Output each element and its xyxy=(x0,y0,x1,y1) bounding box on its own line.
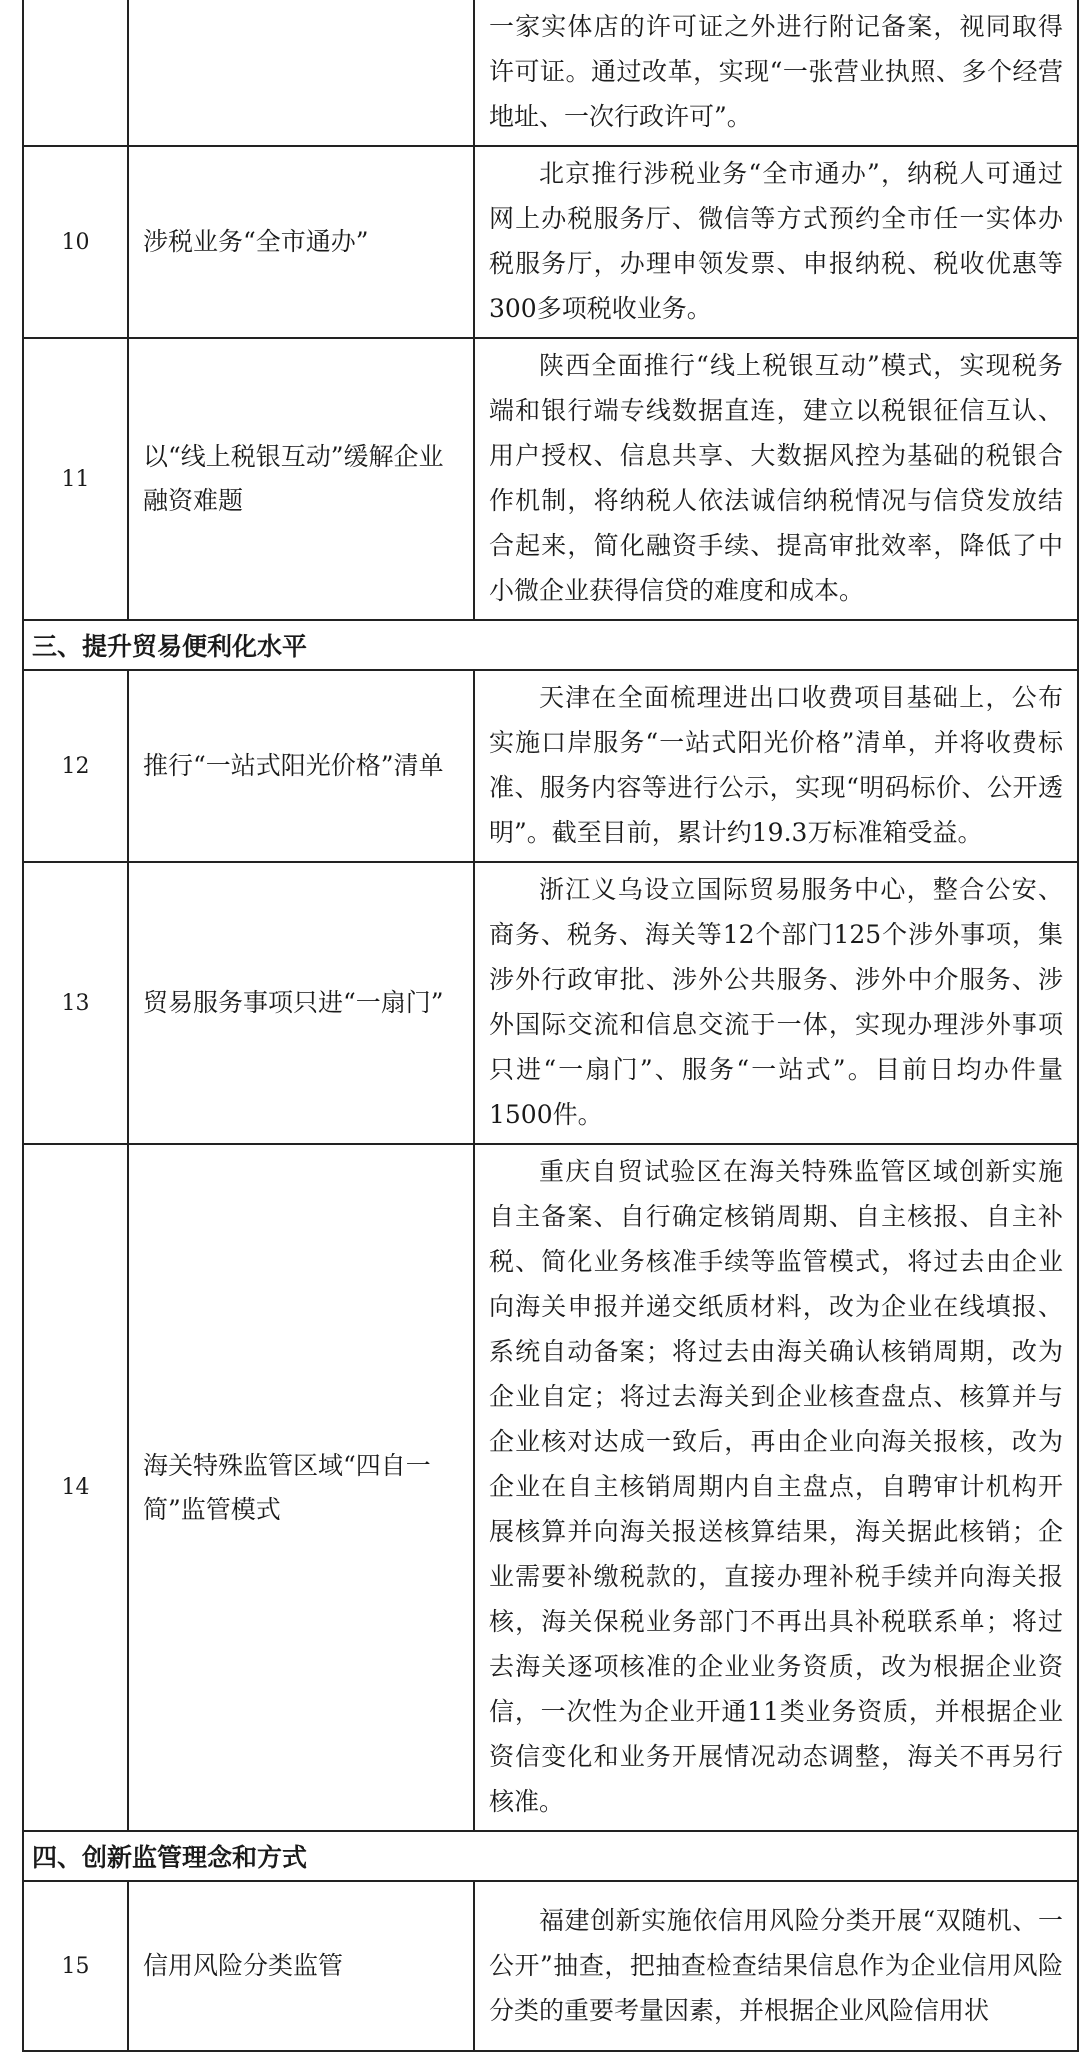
measure-description: 一家实体店的许可证之外进行附记备案，视同取得许可证。通过改革，实现“一张营业执照、多个经营地址、一次行政许可”。 xyxy=(474,0,1078,146)
measure-name: 涉税业务“全市通办” xyxy=(128,146,474,338)
measure-description: 天津在全面梳理进出口收费项目基础上，公布实施口岸服务“一站式阳光价格”清单，并将收费标准、服务内容等进行公示，实现“明码标价、公开透明”。截至目前，累计约19.3万标准箱受益。 xyxy=(474,670,1078,862)
section-header-row xyxy=(23,620,1078,670)
table-row-continued xyxy=(23,0,1078,146)
table-row xyxy=(23,1881,1078,2051)
section-header-row xyxy=(23,1831,1078,1881)
row-number xyxy=(23,0,128,146)
row-number: 13 xyxy=(23,862,128,1144)
row-number: 14 xyxy=(23,1144,128,1831)
measure-description: 北京推行涉税业务“全市通办”，纳税人可通过网上办税服务厅、微信等方式预约全市任一实体办税服务厅，办理申领发票、申报纳税、税收优惠等300多项税收业务。 xyxy=(474,146,1078,338)
table-row xyxy=(23,1144,1078,1831)
section-title: 四、创新监管理念和方式 xyxy=(23,1831,1078,1881)
measure-name xyxy=(128,0,474,146)
measure-name: 推行“一站式阳光价格”清单 xyxy=(128,670,474,862)
measure-name: 海关特殊监管区域“四自一简”监管模式 xyxy=(128,1144,474,1831)
row-number: 15 xyxy=(23,1881,128,2051)
row-number: 11 xyxy=(23,338,128,620)
measure-description: 浙江义乌设立国际贸易服务中心，整合公安、商务、税务、海关等12个部门125个涉外事项，集涉外行政审批、涉外公共服务、涉外中介服务、涉外国际交流和信息交流于一体，实现办理涉外事项只进“一扇门”、服务“一站式”。目前日均办件量1500件。 xyxy=(474,862,1078,1144)
measure-description: 福建创新实施依信用风险分类开展“双随机、一公开”抽查，把抽查检查结果信息作为企业信用风险分类的重要考量因素，并根据企业风险信用状 xyxy=(474,1881,1078,2051)
section-title: 三、提升贸易便利化水平 xyxy=(23,620,1078,670)
measure-name: 信用风险分类监管 xyxy=(128,1881,474,2051)
row-number: 10 xyxy=(23,146,128,338)
reform-measures-table xyxy=(22,0,1079,2052)
table-row xyxy=(23,338,1078,620)
table-row xyxy=(23,670,1078,862)
table-row xyxy=(23,146,1078,338)
row-number: 12 xyxy=(23,670,128,862)
measure-description: 陕西全面推行“线上税银互动”模式，实现税务端和银行端专线数据直连，建立以税银征信互认、用户授权、信息共享、大数据风控为基础的税银合作机制，将纳税人依法诚信纳税情况与信贷发放结合起来，简化融资手续、提高审批效率，降低了中小微企业获得信贷的难度和成本。 xyxy=(474,338,1078,620)
measure-name: 以“线上税银互动”缓解企业融资难题 xyxy=(128,338,474,620)
table-row xyxy=(23,862,1078,1144)
measure-description: 重庆自贸试验区在海关特殊监管区域创新实施自主备案、自行确定核销周期、自主核报、自主补税、简化业务核准手续等监管模式，将过去由企业向海关申报并递交纸质材料，改为企业在线填报、系统自动备案；将过去由海关确认核销周期，改为企业自定；将过去海关到企业核查盘点、核算并与企业核对达成一致后，再由企业向海关报核，改为企业在自主核销周期内自主盘点，自聘审计机构开展核算并向海关报送核算结果，海关据此核销；企业需要补缴税款的，直接办理补税手续并向海关报核，海关保税业务部门不再出具补税联系单；将过去海关逐项核准的企业业务资质，改为根据企业资信，一次性为企业开通11类业务资质，并根据企业资信变化和业务开展情况动态调整，海关不再另行核准。 xyxy=(474,1144,1078,1831)
measure-name: 贸易服务事项只进“一扇门” xyxy=(128,862,474,1144)
